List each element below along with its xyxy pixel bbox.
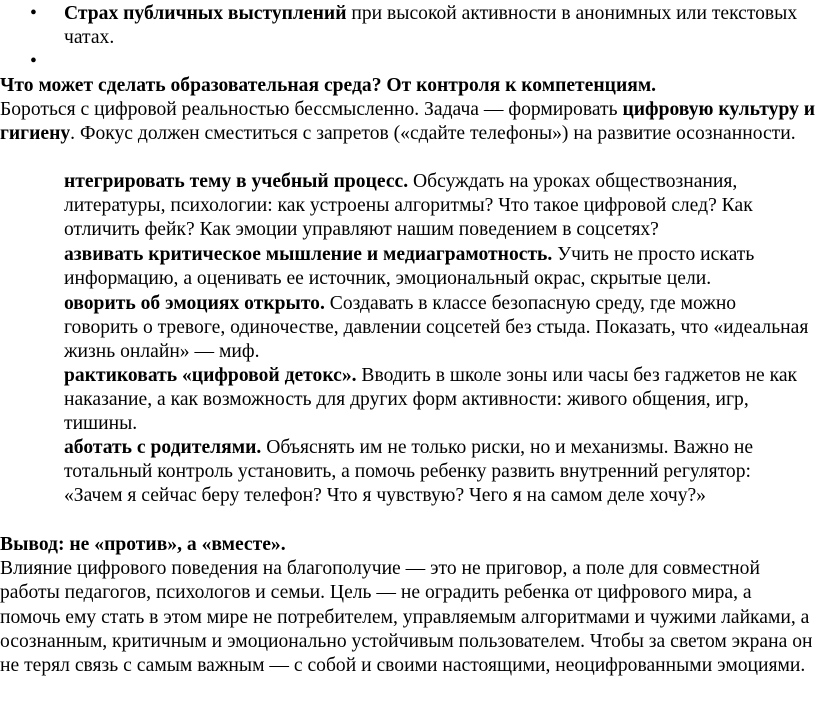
list-item-text: Создавать в классе безопасную среду, где можно говорить о тревоге, одиночестве, давлении соцсетей без стыда. Показать, что «идеальная жизнь онлайн» — миф. <box>64 293 809 363</box>
section-paragraph <box>0 98 816 146</box>
intro-bold: цифровую культуру и гигиену <box>0 99 816 145</box>
bullet-bold: Страх публичных выступлений <box>64 3 347 24</box>
section-heading <box>0 74 816 98</box>
bullet-rest: при высокой активности в анонимных или текстовых чатах. <box>64 3 798 49</box>
bullet-dot-icon: • <box>30 51 37 72</box>
conclusion-heading-text: Вывод: не «против», а «вместе». <box>0 534 286 555</box>
list-item <box>64 243 812 291</box>
section-heading-text: Что может сделать образовательная среда? От контроля к компетенциям. <box>0 75 657 96</box>
bullet-dot-icon: • <box>30 3 37 24</box>
conclusion <box>0 533 816 678</box>
conclusion-heading <box>0 533 816 557</box>
list-item <box>64 292 812 365</box>
intro-text-b: . Фокус должен сместиться с запретов («сдайте телефоны») на развитие осознанности. <box>70 123 796 145</box>
list-item-bold: аботать с родителями. <box>64 437 262 458</box>
list-item-bold: нтегрировать тему в учебный процесс. <box>64 171 409 192</box>
conclusion-paragraph: Влияние цифрового поведения на благополучие — это не приговор, а поле для совместной работы педагогов, психологов и семьи. Цель — не оградить ребенка от цифрового мира, а помочь ему стать в этом мире не потребителем, управляемым алгоритмами и чужими лайками, а осознанным, критичным и эмоционально устойчивым пользователем. Чтобы за светом экрана он не терял связь с самым важным — с собой и своими настоящими, неоцифрованными эмоциями. <box>0 558 813 677</box>
list-item <box>64 170 812 243</box>
list-item-text: Обсуждать на уроках обществознания, литературы, психологии: как устроены алгоритмы? Что такое цифровой след? Как отличить фейк? Как эмоции управляют нашим поведением в соцсетях? <box>64 171 753 241</box>
list-item-text: Объяснять им не только риски, но и механизмы. Важно не тотальный контроль установить, а помочь ребенку развить внутренний регулятор: «Зачем я сейчас беру телефон? Что я чувствую? Чего я на самом деле хочу?» <box>64 437 754 507</box>
list-item-bold: рактиковать «цифровой детокс». <box>64 365 357 386</box>
list-item-text: Учить не просто искать информацию, а оценивать ее источник, эмоциональный окрас, скрытые цели. <box>64 244 755 290</box>
list-item-bold: азвивать критическое мышление и медиаграмотность. <box>64 244 553 265</box>
intro-text-a: Бороться с цифровой реальностью бессмысленно. Задача — формировать <box>0 99 623 121</box>
list-item-bold: оворить об эмоциях открыто. <box>64 293 325 314</box>
list-item-text: Вводить в школе зоны или часы без гаджетов не как наказание, а как возможность для других форм активности: живого общения, игр, тишины. <box>64 365 798 435</box>
list-item <box>64 436 812 509</box>
list-item <box>64 364 812 437</box>
section-intro <box>0 74 816 147</box>
bullet-text <box>64 2 804 50</box>
